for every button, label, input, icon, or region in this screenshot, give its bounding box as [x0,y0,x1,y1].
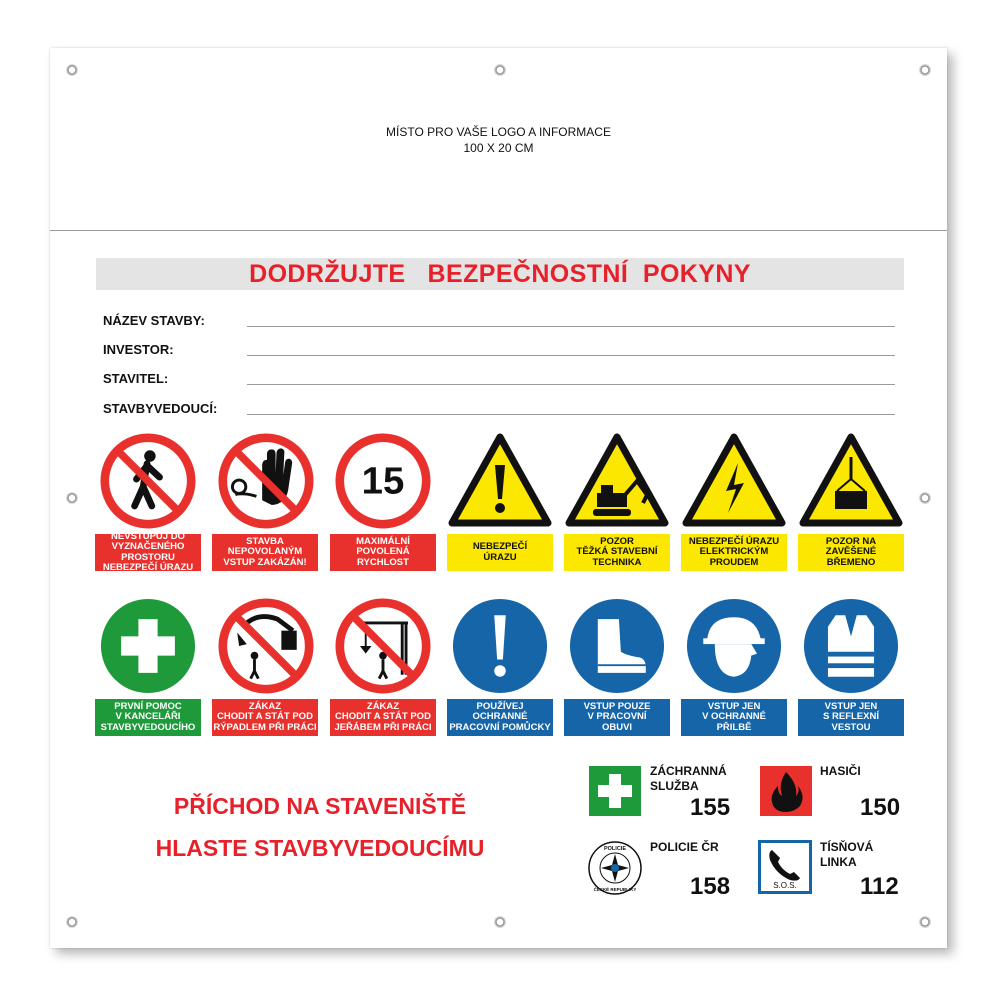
sign-caption: MAXIMÁLNÍ POVOLENÁ RYCHLOST [330,534,436,571]
sign-caption: POZOR NA ZAVĚŠENÉ BŘEMENO [798,534,904,571]
footer-line-2: HLASTE STAVBYVEDOUCÍMU [155,835,485,861]
warning-machinery-icon [565,433,669,529]
sign-caption: VSTUP POUZE V PRACOVNÍ OBUVI [564,699,670,736]
grommet [919,916,931,928]
fire-icon [760,766,812,816]
sign-caption: POUŽÍVEJ OCHRANNÉ PRACOVNÍ POMŮCKY [447,699,553,736]
field-line-builder [247,384,895,385]
field-label-project-name: NÁZEV STAVBY: [103,313,205,328]
logo-placeholder-text: MÍSTO PRO VAŠE LOGO A INFORMACE [386,125,611,139]
warning-suspended-load-icon [799,433,903,529]
hard-hat-icon [686,598,782,694]
emergency-label-sos: TÍSŇOVÁ LINKA [820,840,874,869]
field-label-builder: STAVITEL: [103,371,169,386]
page-title: DODRŽUJTE BEZPEČNOSTNÍ POKYNY [96,258,904,290]
grommet [66,492,78,504]
logo-area [50,48,947,231]
reflective-vest-icon [803,598,899,694]
police-badge-icon [587,840,643,896]
grommet [66,916,78,928]
police-badge-top-text: POLICIE [603,846,627,852]
ambulance-cross-icon [589,766,641,816]
sign-caption: STAVBA NEPOVOLANÝM VSTUP ZAKÁZÁN! [212,534,318,571]
no-entry-unauthorized-icon [218,433,314,529]
sign-caption: VSTUP JEN V OCHRANNÉ PŘILBĚ [681,699,787,736]
sos-text: S.O.S. [773,881,797,890]
no-crane-area-icon [335,598,431,694]
field-line-investor [247,355,895,356]
speed-limit-icon [335,433,431,529]
emergency-label-police: POLICIE ČR [650,840,719,854]
emergency-label-ambulance: ZÁCHRANNÁ SLUŽBA [650,764,727,793]
first-aid-icon [100,598,196,694]
sign-caption: ZÁKAZ CHODIT A STÁT POD RÝPADLEM PŘI PRÁCI [212,699,318,736]
speed-limit-value: 15 [361,459,405,503]
police-badge-bottom-text: ČESKÉ REPUBLIKY [593,887,637,892]
field-label-investor: INVESTOR: [103,342,174,357]
banner [50,48,947,948]
warning-electric-icon [682,433,786,529]
grommet [494,916,506,928]
logo-size-text: 100 X 20 CM [463,141,534,155]
sign-caption: ZÁKAZ CHODIT A STÁT POD JEŘÁBEM PŘI PRÁCI [330,699,436,736]
sign-caption: NEBEZPEČÍ ÚRAZU [447,534,553,571]
field-line-site-manager [247,414,895,415]
emergency-number-police: 158 [690,873,731,900]
warning-danger-icon [448,433,552,529]
sos-phone-icon [758,840,812,894]
emergency-label-fire: HASIČI [820,764,861,778]
footer-line-1: PŘÍCHOD NA STAVENIŠTĚ [173,793,467,819]
exclamation-mandatory-icon [452,598,548,694]
sign-caption: NEBEZPEČÍ ÚRAZU ELEKTRICKÝM PROUDEM [681,534,787,571]
emergency-number-sos: 112 [860,873,899,900]
emergency-number-fire: 150 [860,794,901,821]
sign-caption: PRVNÍ POMOC V KANCELÁŘI STAVBYVEDOUCÍHO [95,699,201,736]
grommet [919,492,931,504]
no-pedestrian-icon [100,433,196,529]
sign-caption: VSTUP JEN S REFLEXNÍ VESTOU [798,699,904,736]
emergency-number-ambulance: 155 [690,794,731,821]
safety-boots-icon [569,598,665,694]
sign-caption: NEVSTUPUJ DO VYZNAČENÉHO PROSTORU NEBEZPEČÍ ÚRAZU [95,534,201,571]
field-label-site-manager: STAVBYVEDOUCÍ: [103,401,218,416]
no-excavator-area-icon [218,598,314,694]
field-line-project-name [247,326,895,327]
sign-caption: POZOR TĚŽKÁ STAVEBNÍ TECHNIKA [564,534,670,571]
